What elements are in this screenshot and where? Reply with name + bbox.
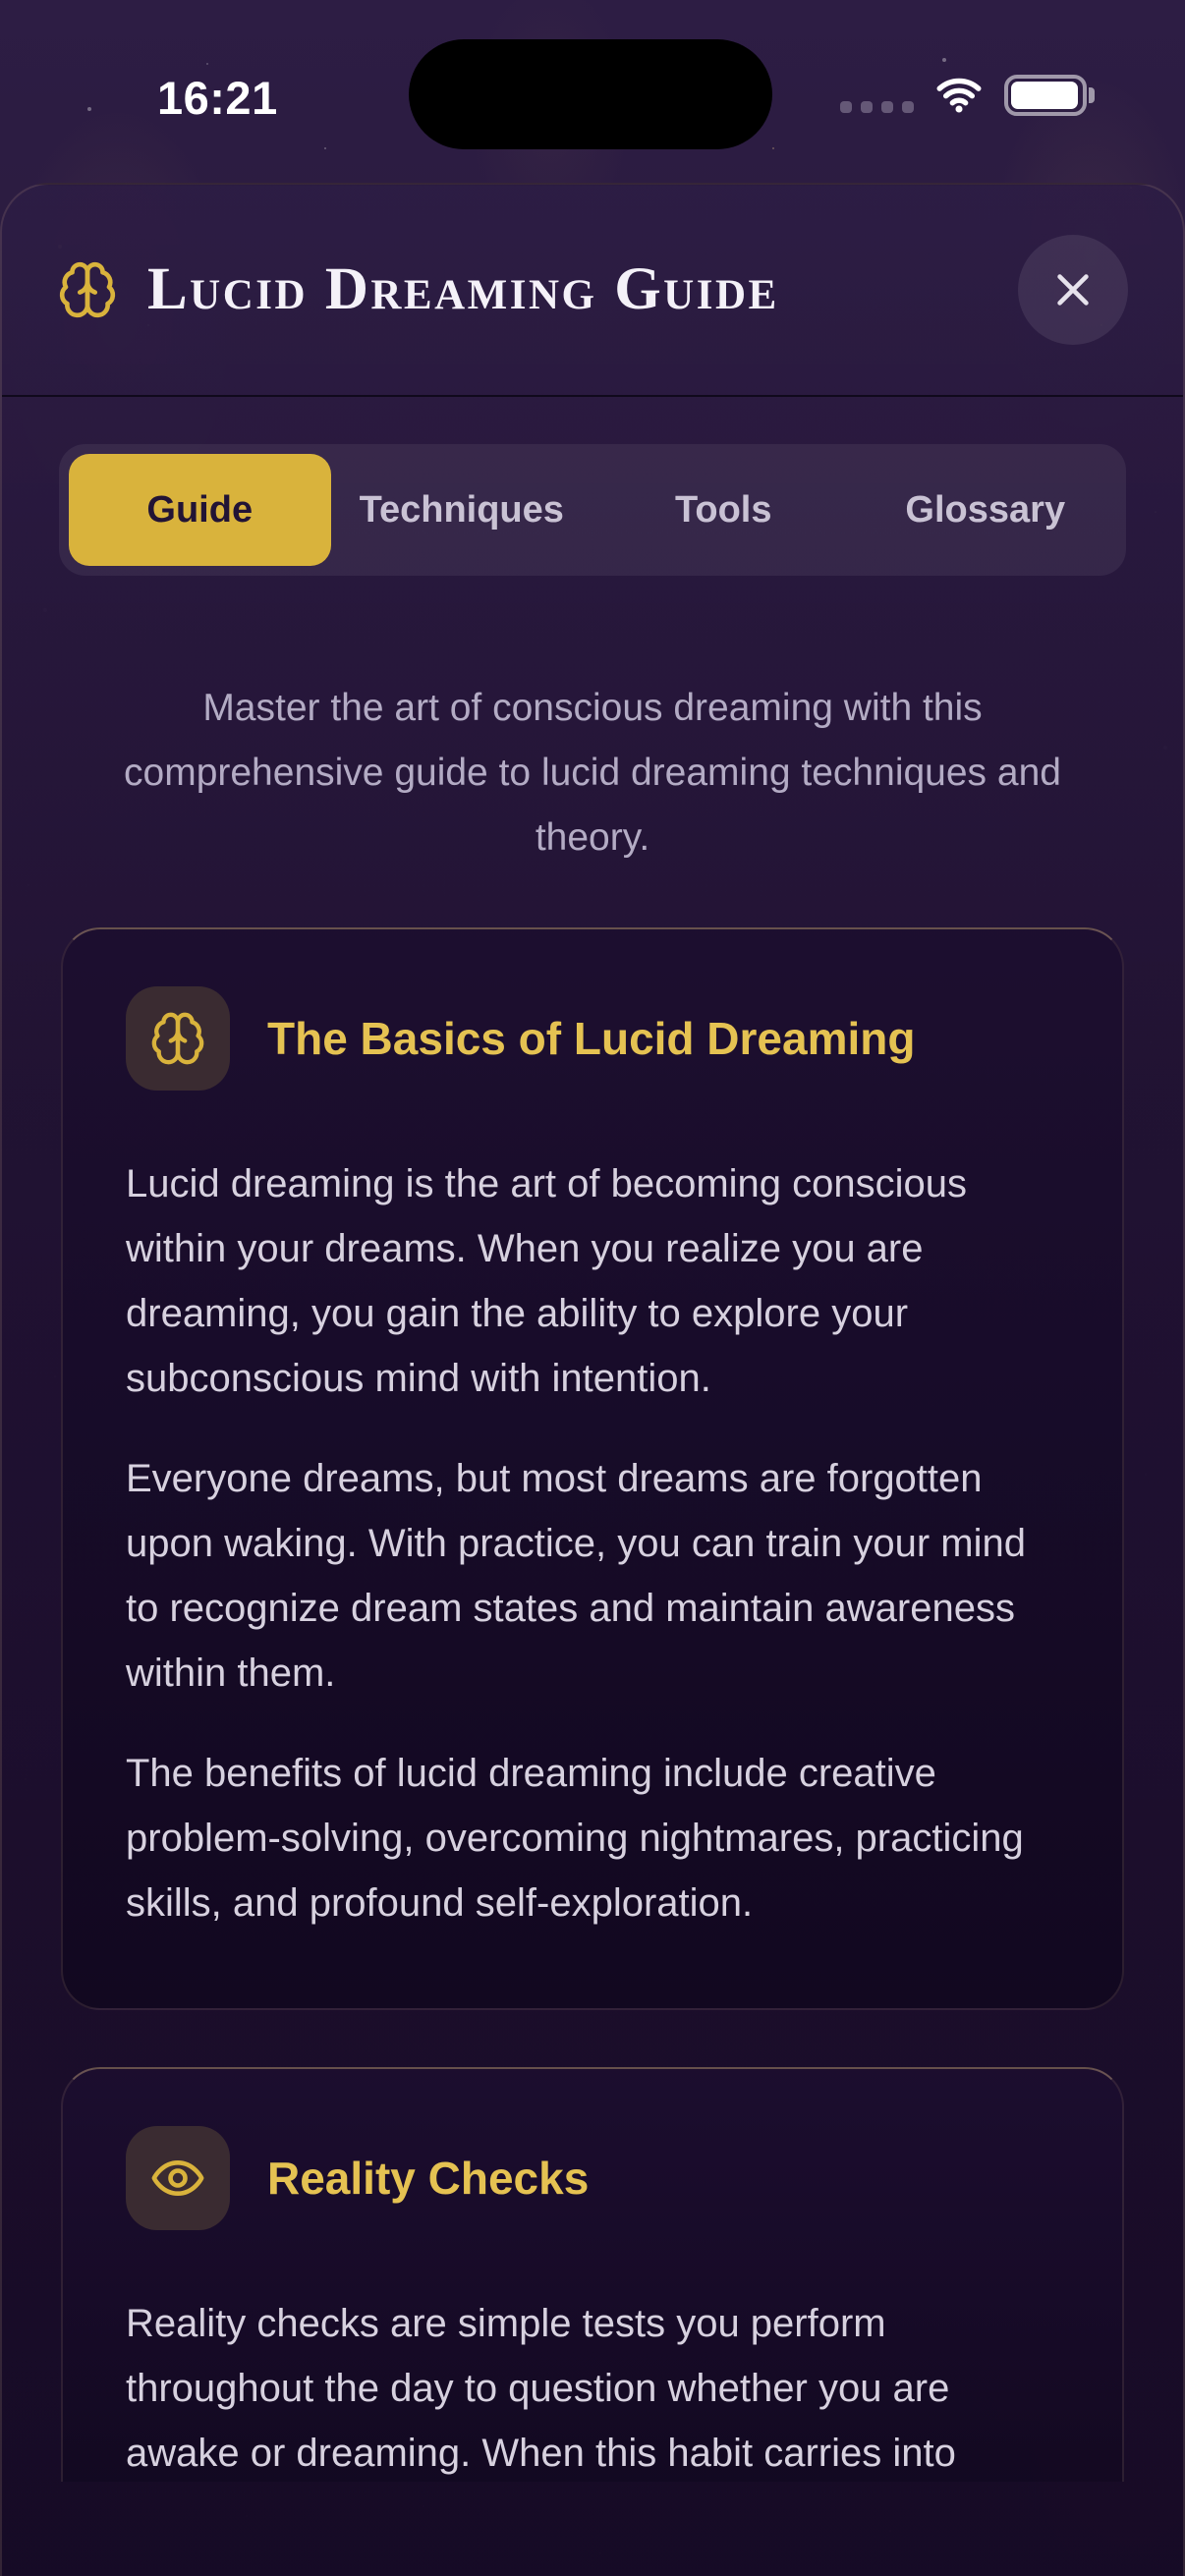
tab-bar xyxy=(59,444,1126,576)
cellular-signal-icon xyxy=(840,101,914,113)
tab-tools[interactable]: Tools xyxy=(674,488,772,531)
brain-icon xyxy=(57,259,118,320)
dynamic-island xyxy=(409,39,772,149)
section-title: The Basics of Lucid Dreaming xyxy=(267,1013,916,1064)
tab-glossary[interactable]: Glossary xyxy=(905,488,1066,531)
section-title: Reality Checks xyxy=(267,2153,590,2204)
page-title: Lucid Dreaming Guide xyxy=(147,256,779,322)
brain-icon xyxy=(126,986,230,1091)
guide-scroll-area[interactable] xyxy=(2,397,1183,2482)
close-icon xyxy=(1050,267,1096,312)
section-header xyxy=(126,2126,1059,2230)
tab-techniques[interactable]: Techniques xyxy=(359,488,564,531)
lucid-dreaming-guide-sheet xyxy=(0,183,1185,2576)
status-bar xyxy=(0,0,1185,157)
wifi-icon xyxy=(930,70,988,119)
intro-text: Master the art of conscious dreaming with this comprehensive guide to lucid dreaming techniques and theory. xyxy=(124,687,1061,859)
section-paragraph: The benefits of lucid dreaming include creative problem-solving, overcoming nightmares, practicing skills, and profound self-exploration. xyxy=(126,1752,1024,1925)
close-button[interactable] xyxy=(1018,235,1128,345)
section-card-basics xyxy=(61,927,1124,2010)
tab-guide[interactable]: Guide xyxy=(69,454,331,566)
section-card-reality-checks xyxy=(61,2067,1124,2482)
sheet-header xyxy=(2,185,1183,397)
section-paragraph: Reality checks are simple tests you perform throughout the day to question whether you are awake or dreaming. When this habit carries into xyxy=(126,2302,956,2475)
status-time: 16:21 xyxy=(157,72,278,124)
section-paragraph: Lucid dreaming is the art of becoming conscious within your dreams. When you realize you are dreaming, you gain the ability to explore your subconscious mind with intention. xyxy=(126,1162,968,1400)
section-header xyxy=(126,986,1059,1091)
status-icons xyxy=(840,69,1087,120)
section-paragraph: Everyone dreams, but most dreams are forgotten upon waking. With practice, you can train your mind to recognize dream states and maintain awareness within them. xyxy=(126,1457,1026,1695)
battery-icon xyxy=(1004,75,1087,116)
eye-icon xyxy=(126,2126,230,2230)
